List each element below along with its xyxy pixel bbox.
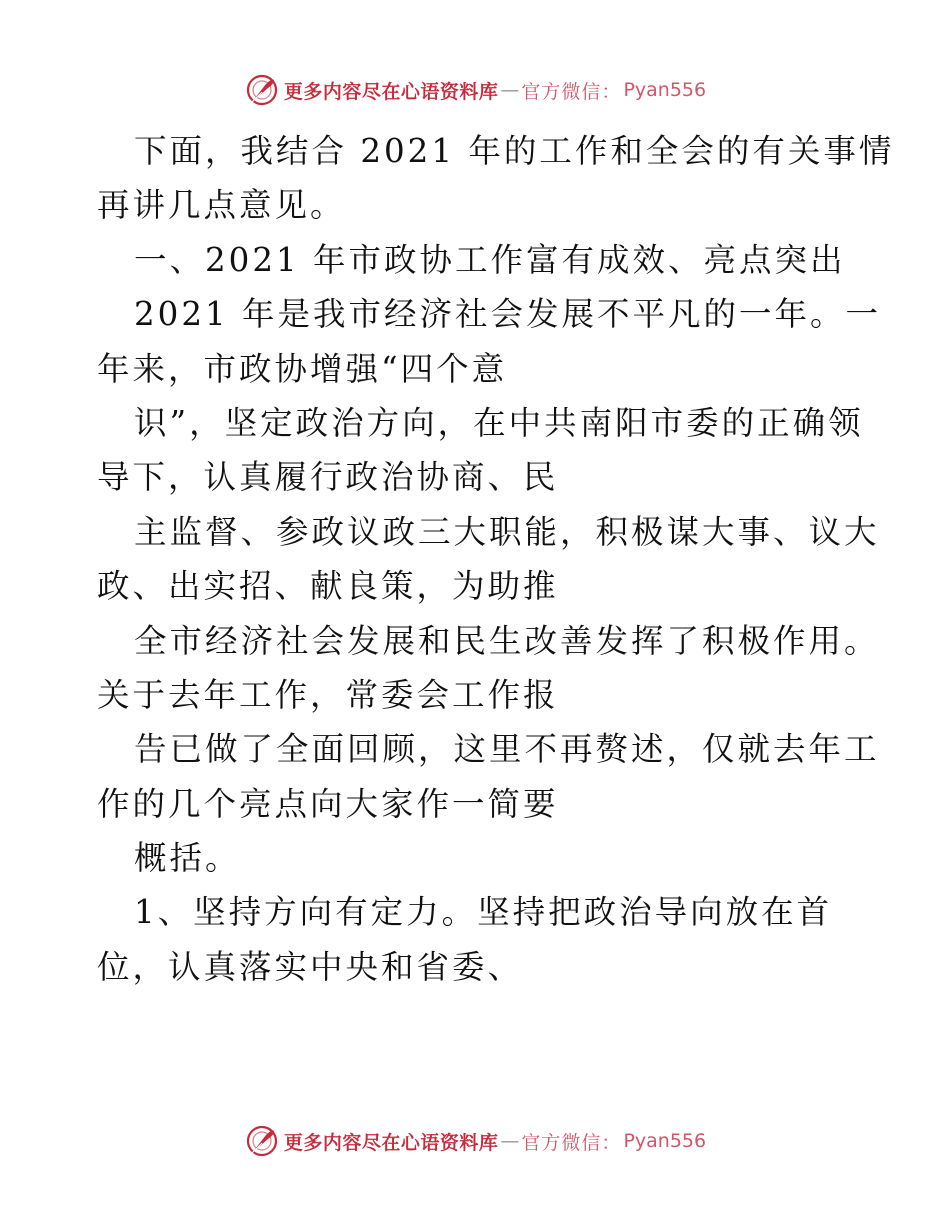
watermark-separator: —: [500, 1130, 520, 1152]
body-line: 导下，认真履行政治协商、民: [97, 458, 559, 497]
watermark-main-text: 更多内容尽在心语资料库: [283, 80, 499, 103]
document-body: [97, 124, 895, 994]
watermark-label: 官方微信：: [521, 1131, 622, 1154]
body-line: 告已做了全面回顾，这里不再赘述，仅就去年工: [134, 730, 880, 769]
body-line: 年来，市政协增强“四个意: [97, 349, 508, 388]
body-line: 位，认真落实中央和省委、: [97, 947, 524, 986]
body-line: 概括。: [134, 839, 241, 878]
body-line: 再讲几点意见。: [97, 186, 346, 225]
watermark-main-text: 更多内容尽在心语资料库: [283, 1131, 499, 1154]
watermark-wechat-id: Pyan556: [623, 79, 707, 101]
watermark-wechat-id: Pyan556: [623, 1130, 707, 1152]
body-line: 全市经济社会发展和民生改善发挥了积极作用。: [134, 621, 880, 660]
body-line: 2021 年是我市经济社会发展不平凡的一年。一: [134, 295, 882, 334]
feather-pen-logo-icon: [244, 1123, 280, 1159]
body-line: 下面，我结合 2021 年的工作和全会的有关事情: [134, 132, 895, 170]
body-line: 主监督、参政议政三大职能，积极谋大事、议大: [134, 512, 880, 551]
subsection-heading: 1、坚持方向有定力。坚持把政治导向放在首: [134, 893, 833, 932]
body-line: 政、出实招、献良策，为助推: [97, 567, 559, 606]
section-heading: 一、2021 年市政协工作富有成效、亮点突出: [134, 240, 846, 279]
body-line: 识”，坚定政治方向，在中共南阳市委的正确领: [134, 403, 864, 442]
header-watermark: [0, 70, 950, 110]
watermark-label: 官方微信：: [521, 80, 622, 103]
feather-pen-logo-icon: [244, 72, 280, 108]
body-line: 关于去年工作，常委会工作报: [97, 675, 559, 714]
body-line: 作的几个亮点向大家作一简要: [97, 784, 559, 823]
watermark-separator: —: [500, 79, 520, 101]
footer-watermark: [0, 1121, 950, 1161]
